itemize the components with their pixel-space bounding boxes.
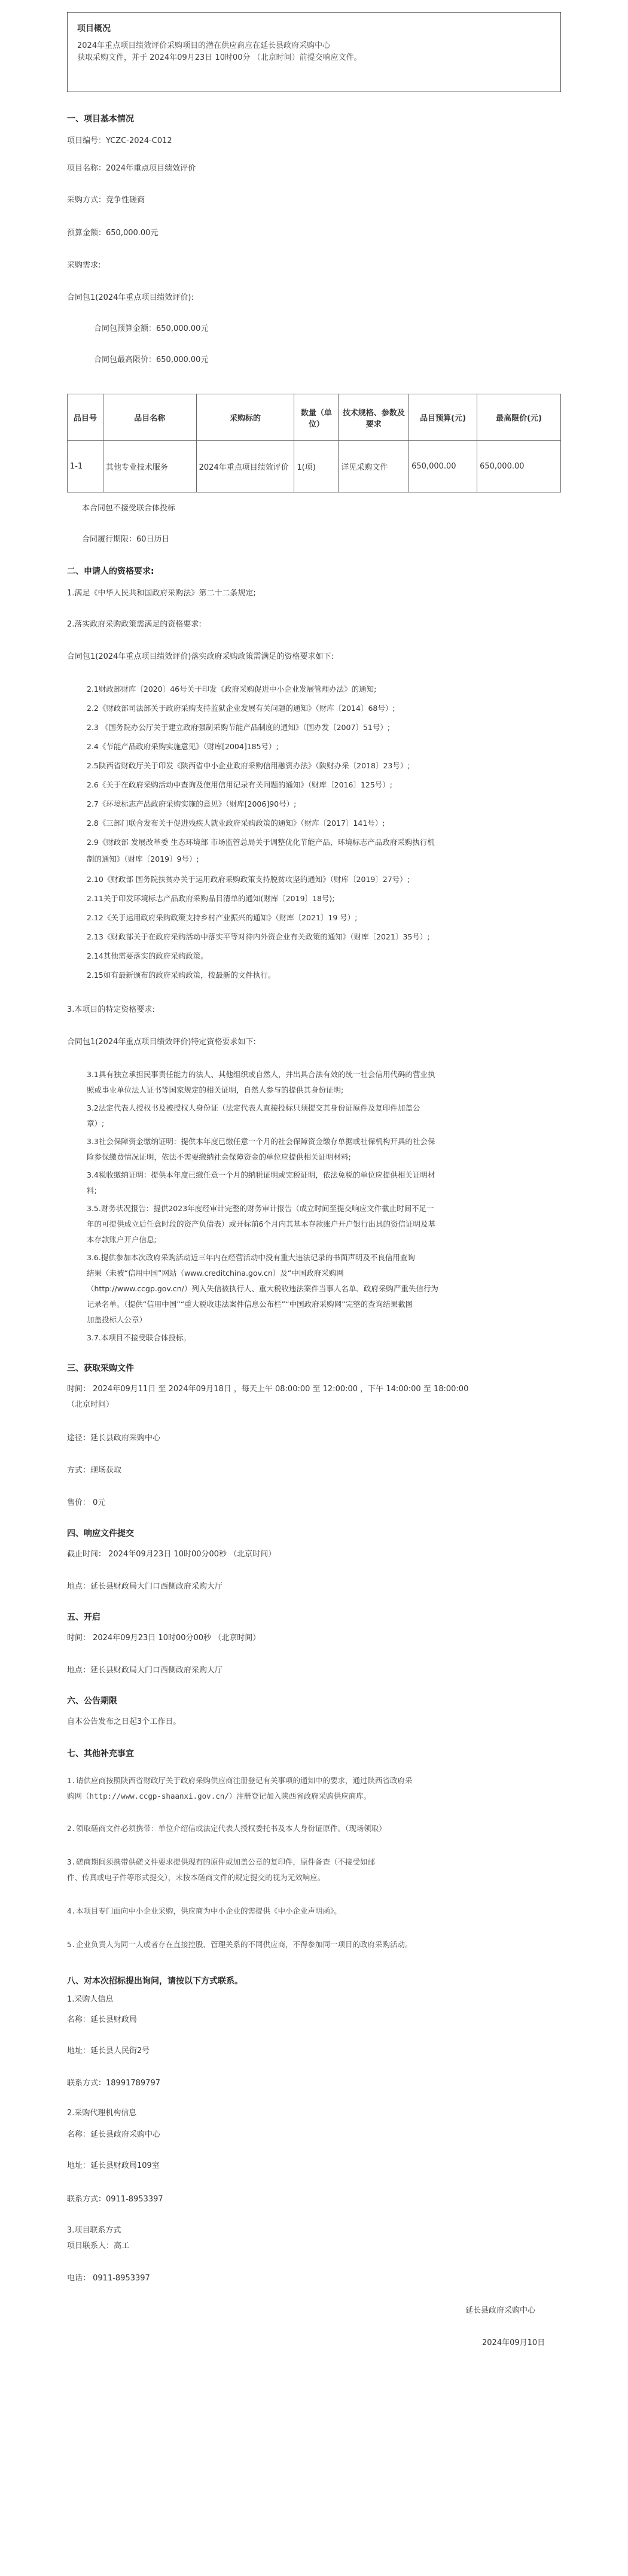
supplement-line: 2.领取磋商文件必须携带：单位介绍信或法定代表人授权委托书及本人身份证原件。（现场领取） bbox=[67, 1824, 386, 1833]
special-line: 料; bbox=[87, 1186, 97, 1195]
section-4-heading: 四、响应文件提交 bbox=[67, 1529, 134, 1538]
table-header-cell: 品目名称 bbox=[103, 394, 196, 441]
supplement-line: 1.请供应商按照陕西省财政厅关于政府采购供应商注册登记有关事项的通知中的要求，通过陕西省政府采 bbox=[67, 1776, 413, 1785]
policy-line: 2.15如有最新颁布的政府采购政策，按最新的文件执行。 bbox=[87, 971, 276, 980]
supplement-line: 4.本项目专门面向中小企业采购，供应商为中小企业的需提供《中小企业声明函》。 bbox=[67, 1906, 342, 1915]
section-8-heading: 八、对本次招标提出询问，请按以下方式联系。 bbox=[67, 1976, 243, 1986]
table-header-cell: 数量（单位） bbox=[294, 394, 339, 441]
policy-line: 2.8《三部门联合发布关于促进残疾人就业政府采购政策的通知》（财库〔2017〕141号）; bbox=[87, 819, 385, 828]
section-1-heading: 一、项目基本情况 bbox=[67, 114, 134, 124]
special-line: 3.6.提供参加本次政府采购活动近三年内在经营活动中没有重大违法记录的书面声明及不良信用查询 bbox=[87, 1253, 415, 1262]
footer-org: 延长县政府采购中心 bbox=[465, 2306, 536, 2315]
submit-deadline: 截止时间： 2024年09月23日 10时00分00秒 （北京时间） bbox=[67, 1550, 276, 1559]
policy-line: 2.3 《国务院办公厅关于建立政府强制采购节能产品制度的通知》（国办发〔2007〕51号）; bbox=[87, 723, 391, 732]
acquire-way: 方式：现场获取 bbox=[67, 1466, 122, 1475]
procurement-demand: 采购需求: bbox=[67, 261, 101, 270]
buyer-address: 地址：延长县人民街2号 bbox=[67, 2046, 150, 2055]
special-line: 章）; bbox=[87, 1119, 105, 1128]
supplement-line: 3.磋商期间须携带供磋文件要求提供现有的原件或加盖公章的复印件，原件备查（不接受如邮 bbox=[67, 1857, 376, 1866]
requirement-2-package: 合同包1(2024年重点项目绩效评价)落实政府采购政策需满足的资格要求如下: bbox=[67, 652, 334, 661]
policy-line: 2.11关于印发环境标志产品政府采购品目清单的通知(财库〔2019〕18号); bbox=[87, 894, 335, 903]
section-3-heading: 三、获取采购文件 bbox=[67, 1364, 134, 1373]
table-cell: 650,000.00 bbox=[409, 441, 477, 492]
table-header-row bbox=[68, 394, 561, 441]
table-header-cell: 采购标的 bbox=[196, 394, 294, 441]
table-header-cell: 最高限价(元) bbox=[477, 394, 561, 441]
policy-line: 2.4《节能产品政府采购实施意见》（财库[2004]185号）; bbox=[87, 742, 279, 751]
table-header-cell: 技术规格、参数及要求 bbox=[339, 394, 409, 441]
policy-line: 制的通知》（财库〔2019〕9号）; bbox=[87, 854, 199, 863]
overview-line-1: 2024年重点项目绩效评价采购项目的潜在供应商应在延长县政府采购中心 bbox=[77, 41, 331, 50]
agent-address: 地址：延长县财政局109室 bbox=[67, 2161, 160, 2170]
buyer-phone: 联系方式：18991789797 bbox=[67, 2079, 160, 2088]
agent-heading: 2.采购代理机构信息 bbox=[67, 2109, 137, 2118]
section-7-heading: 七、其他补充事宜 bbox=[67, 1749, 134, 1759]
project-number: 项目编号：YCZC-2024-C012 bbox=[67, 136, 172, 145]
table-header-cell: 品目预算(元) bbox=[409, 394, 477, 441]
policy-line: 2.14其他需要落实的政府采购政策。 bbox=[87, 951, 208, 960]
section-6-heading: 六、公告期限 bbox=[67, 1696, 117, 1706]
notice-period: 自本公告发布之日起3个工作日。 bbox=[67, 1717, 181, 1726]
acquire-time-tz: （北京时间） bbox=[67, 1400, 114, 1409]
policy-line: 2.9《财政部 发展改革委 生态环境部 市场监管总局关于调整优化节能产品、环境标志产品政府采购执行机 bbox=[87, 838, 435, 847]
special-line: 年的可提供成立后任意时段的资产负债表）或开标前6个月内其基本存款账户开户银行出具的资信证明及基 bbox=[87, 1219, 435, 1228]
contract-period: 合同履行期限：60日历日 bbox=[82, 535, 170, 544]
agent-name: 名称：延长县政府采购中心 bbox=[67, 2130, 161, 2139]
policy-line: 2.6《关于在政府采购活动中查询及使用信用记录有关问题的通知》（财库〔2016〕125号）; bbox=[87, 780, 393, 789]
policy-line: 2.1财政部财库〔2020〕46号关于印发《政府采购促进中小企业发展管理办法》的通知; bbox=[87, 685, 377, 694]
table-cell: 1(项) bbox=[294, 441, 339, 492]
special-line: 照或事业单位法人证书等国家规定的相关证明，自然人参与的提供其身份证明; bbox=[87, 1085, 344, 1094]
section-5-heading: 五、开启 bbox=[67, 1613, 100, 1622]
special-line: 3.1具有独立承担民事责任能力的法人、其他组织或自然人，并出具合法有效的统一社会信用代码的营业执 bbox=[87, 1070, 435, 1079]
supplement-line: 件、传真或电子件等形式提交），未按本磋商文件的规定提交的视为无效响应。 bbox=[67, 1873, 325, 1882]
special-line: 记录名单。（提供“信用中国”“重大税收违法案件信息公布栏”“中国政府采购网”完整的查询结果截图 bbox=[87, 1300, 413, 1309]
table-cell: 1-1 bbox=[68, 441, 103, 492]
special-line: 险参保缴费情况证明，依法不需要缴纳社会保障资金的单位应提供相关证明材料; bbox=[87, 1152, 351, 1161]
contact-phone: 电话： 0911-8953397 bbox=[67, 2274, 150, 2283]
footer-date: 2024年09月10日 bbox=[482, 2338, 545, 2347]
special-line: 3.5.财务状况报告：提供2023年度经审计完整的财务审计报告（成立时间至提交响应文件截止时间不足一 bbox=[87, 1204, 434, 1213]
buyer-heading: 1.采购人信息 bbox=[67, 1995, 114, 2004]
supplement-line: 购网（http://www.ccgp-shaanxi.gov.cn/）注册登记加入陕西省政府采购供应商库。 bbox=[67, 1792, 371, 1801]
package-max-price: 合同包最高限价：650,000.00元 bbox=[94, 355, 209, 364]
requirement-3: 3.本项目的特定资格要求: bbox=[67, 1005, 155, 1014]
contract-package: 合同包1(2024年重点项目绩效评价): bbox=[67, 293, 194, 302]
table-cell: 650,000.00 bbox=[477, 441, 561, 492]
project-name: 项目名称：2024年重点项目绩效评价 bbox=[67, 164, 196, 173]
budget-amount: 预算金额：650,000.00元 bbox=[67, 229, 158, 238]
requirement-3-package: 合同包1(2024年重点项目绩效评价)特定资格要求如下: bbox=[67, 1038, 256, 1047]
table-header-cell: 品目号 bbox=[68, 394, 103, 441]
requirement-1: 1.满足《中华人民共和国政府采购法》第二十二条规定; bbox=[67, 589, 256, 598]
overview-title: 项目概况 bbox=[77, 24, 111, 34]
overview-line-2: 获取采购文件，并于 2024年09月23日 10时00分 （北京时间）前提交响应文件。 bbox=[77, 53, 362, 62]
acquire-place: 途径：延长县政府采购中心 bbox=[67, 1434, 161, 1443]
special-line: 本存款账户开户信息; bbox=[87, 1235, 157, 1244]
buyer-name: 名称：延长县财政局 bbox=[67, 2015, 138, 2024]
project-overview-box bbox=[67, 12, 561, 92]
special-line: 3.3社会保障资金缴纳证明：提供本年度已缴任意一个月的社会保障资金缴存单据或社保机构开具的社会保 bbox=[87, 1137, 435, 1146]
table-cell: 2024年重点项目绩效评价 bbox=[196, 441, 294, 492]
special-line: 3.7.本项目不接受联合体投标。 bbox=[87, 1333, 191, 1342]
special-line: 加盖投标人公章） bbox=[87, 1315, 147, 1324]
contact-heading: 3.项目联系方式 bbox=[67, 2226, 121, 2235]
contact-person: 项目联系人：高工 bbox=[67, 2242, 130, 2250]
table-row bbox=[68, 441, 561, 492]
package-budget: 合同包预算金额：650,000.00元 bbox=[94, 324, 209, 333]
special-line: 3.4税收缴纳证明：提供本年度已缴任意一个月的纳税证明或完税证明，依法免税的单位应提供相关证明材 bbox=[87, 1170, 435, 1179]
policy-line: 2.2《财政部司法部关于政府采购支持监狱企业发展有关问题的通知》（财库〔2014〕68号）; bbox=[87, 704, 395, 713]
policy-line: 2.7《环境标志产品政府采购实施的意见》（财库[2006]90号）; bbox=[87, 799, 297, 808]
table-cell: 详见采购文件 bbox=[339, 441, 409, 492]
open-place: 地点：延长县财政局大门口西侧政府采购大厅 bbox=[67, 1666, 223, 1675]
open-time: 时间： 2024年09月23日 10时00分00秒 （北京时间） bbox=[67, 1634, 261, 1643]
section-2-heading: 二、申请人的资格要求: bbox=[67, 567, 154, 576]
supplement-line: 5.企业负责人为同一人或者存在直接控股、管理关系的不同供应商，不得参加同一项目的政府采购活动。 bbox=[67, 1940, 413, 1949]
policy-line: 2.13《财政部关于在政府采购活动中落实平等对待内外资企业有关政策的通知》（财库〔2021〕35号）; bbox=[87, 932, 430, 941]
acquire-price: 售价： 0元 bbox=[67, 1498, 106, 1507]
procurement-method: 采购方式：竞争性磋商 bbox=[67, 196, 145, 205]
no-union-note: 本合同包不接受联合体投标 bbox=[82, 504, 176, 513]
policy-line: 2.12《关于运用政府采购政策支持乡村产业振兴的通知》（财库〔2021〕19 号）; bbox=[87, 913, 358, 922]
policy-line: 2.5陕西省财政厅关于印发《陕西省中小企业政府采购信用融资办法》（陕财办采〔2018〕23号）; bbox=[87, 761, 410, 770]
table-cell: 其他专业技术服务 bbox=[103, 441, 196, 492]
agent-phone: 联系方式：0911-8953397 bbox=[67, 2195, 163, 2204]
items-table bbox=[67, 394, 561, 492]
submit-place: 地点：延长县财政局大门口西侧政府采购大厅 bbox=[67, 1582, 223, 1591]
acquire-time: 时间： 2024年09月11日 至 2024年09月18日 ，每天上午 08:00:00 至 12:00:00 ，下午 14:00:00 至 18:00:00 bbox=[67, 1385, 469, 1394]
special-line: 3.2法定代表人授权书及被授权人身份证（法定代表人直接投标只须提交其身份证原件及复印件加盖公 bbox=[87, 1103, 420, 1112]
special-line: （http://www.ccgp.gov.cn/）列入失信被执行人、重大税收违法案件当事人名单、政府采购严重失信行为 bbox=[87, 1284, 438, 1293]
policy-line: 2.10《财政部 国务院扶贫办关于运用政府采购政策支持脱贫攻坚的通知》（财库〔2019〕27号）; bbox=[87, 875, 410, 884]
special-line: 结果（未被“信用中国”网站（www.creditchina.gov.cn）及“中国政府采购网 bbox=[87, 1269, 344, 1278]
requirement-2: 2.落实政府采购政策需满足的资格要求: bbox=[67, 620, 202, 629]
